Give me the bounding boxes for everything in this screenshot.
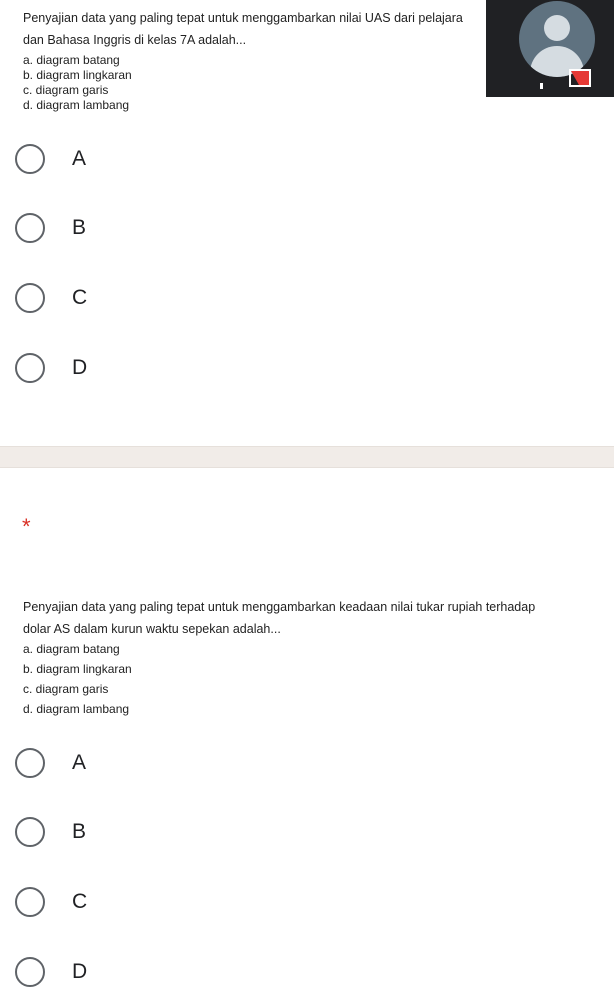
question-1-option-a-text: a. diagram batang (23, 53, 120, 67)
question-2-choice-c[interactable] (15, 887, 215, 921)
question-2-choice-b[interactable] (15, 817, 215, 851)
avatar-head (544, 15, 570, 41)
choice-label: A (72, 147, 87, 170)
question-2-choice-a[interactable] (15, 748, 215, 782)
question-1-option-d-text: d. diagram lambang (23, 98, 130, 112)
choice-label: D (72, 960, 88, 983)
question-1-text-line-1: Penyajian data yang paling tepat untuk menggambarkan nilai UAS dari pelajara (23, 11, 463, 25)
question-1-choice-b[interactable] (15, 213, 215, 247)
screen-share-icon[interactable] (569, 69, 591, 89)
radio-button[interactable] (15, 283, 45, 313)
question-1-text-line-2: dan Bahasa Inggris di kelas 7A adalah... (23, 33, 247, 47)
choice-label: D (72, 356, 88, 379)
choice-label: C (72, 286, 88, 309)
question-1-option-c-text: c. diagram garis (23, 83, 109, 97)
question-2-option-b-text: b. diagram lingkaran (23, 662, 132, 676)
choice-label: B (72, 216, 87, 239)
question-1-choice-d[interactable] (15, 353, 215, 387)
question-2-text-line-2: dolar AS dalam kurun waktu sepekan adalah... (23, 622, 281, 636)
radio-button[interactable] (15, 957, 45, 987)
question-2-text-line-1: Penyajian data yang paling tepat untuk menggambarkan keadaan nilai tukar rupiah terhadap (23, 600, 536, 614)
required-asterisk: * (22, 514, 31, 539)
question-1-choice-c[interactable] (15, 283, 215, 317)
question-2-choice-d[interactable] (15, 957, 215, 991)
question-2-option-a-text: a. diagram batang (23, 642, 120, 656)
radio-button[interactable] (15, 748, 45, 778)
radio-button[interactable] (15, 213, 45, 243)
mic-indicator-icon (540, 83, 543, 89)
radio-button[interactable] (15, 817, 45, 847)
card-separator (0, 446, 614, 468)
user-avatar-icon (519, 1, 595, 77)
question-2-option-d-text: d. diagram lambang (23, 702, 130, 716)
question-1-option-b-text: b. diagram lingkaran (23, 68, 132, 82)
choice-label: B (72, 820, 87, 843)
question-card-2 (0, 468, 614, 1008)
choice-label: A (72, 751, 87, 774)
video-call-overlay[interactable] (486, 0, 614, 97)
radio-button[interactable] (15, 144, 45, 174)
question-1-choice-a[interactable] (15, 144, 215, 178)
radio-button[interactable] (15, 353, 45, 383)
question-2-option-c-text: c. diagram garis (23, 682, 109, 696)
choice-label: C (72, 890, 88, 913)
radio-button[interactable] (15, 887, 45, 917)
